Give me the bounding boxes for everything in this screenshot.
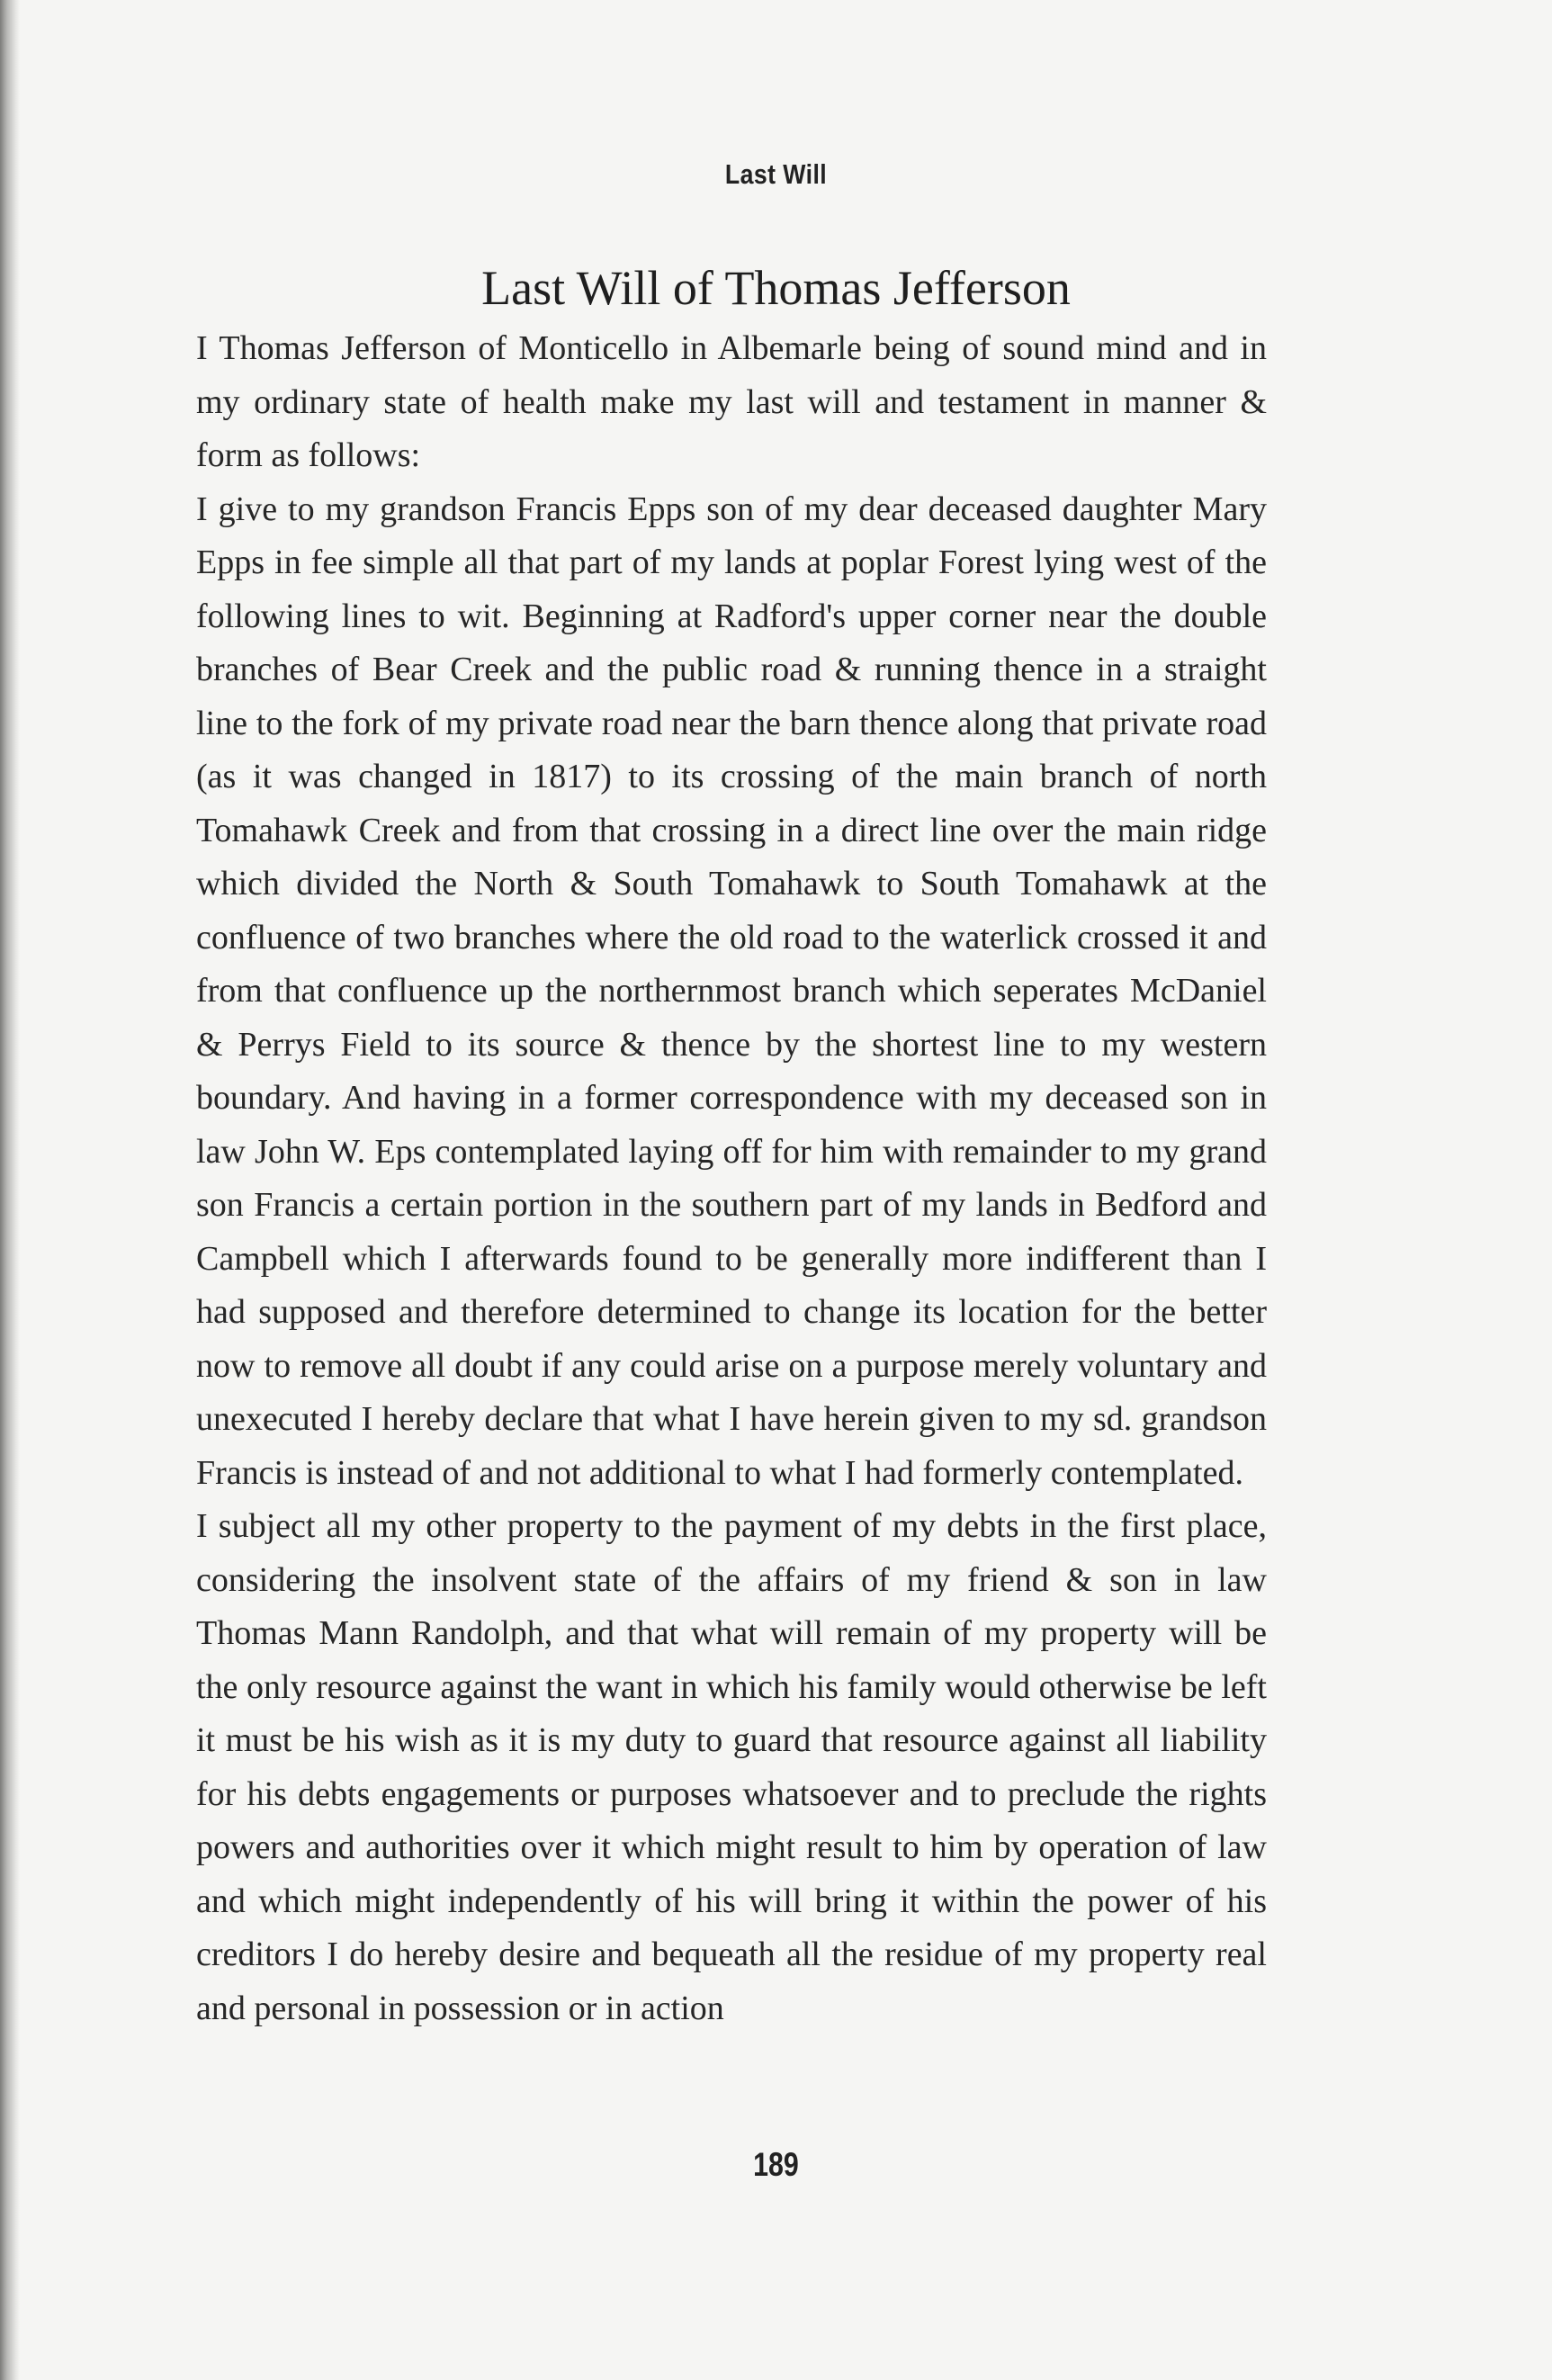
running-head: Last Will <box>724 158 828 190</box>
page-title: Last Will of Thomas Jefferson <box>481 261 1071 315</box>
paragraph: I give to my grandson Francis Epps son of my dear deceased daughter Mary Epps in fee simple all that part of my lands at poplar Forest lying west of the following lines to wit. Beginning at Radford's upper corner near the double branches of Bear Creek and the public road & running thence in a straight line to the fork of my private road near the barn thence along that private road (as it was changed in 1817) to its crossing of the main branch of north Tomahawk Creek and from that crossing in a direct line over the main ridge which divided the North & South Tomahawk to South Tomahawk at the confluence of two branches where the old road to the waterlick crossed it and from that confluence up the northernmost branch which seperates McDaniel & Perrys Field to its source & thence by the shortest line to my western boundary. And having in a former correspondence with my deceased son in law John W. Eps contemplated laying off for him with remainder to my grand son Francis a certain portion in the southern part of my lands in Bedford and Campbell which I afterwards found to be generally more indifferent than I had supposed and therefore determined to change its location for the better now to remove all doubt if any could arise on a purpose merely voluntary and unexecuted I hereby declare that what I have herein given to my sd. grandson Francis is instead of and not additional to what I had formerly contemplated. <box>196 489 1267 1492</box>
binding-shadow <box>0 0 20 2380</box>
body-text <box>196 322 1267 2035</box>
page-number: 189 <box>753 2146 799 2183</box>
paragraph: I Thomas Jefferson of Monticello in Albemarle being of sound mind and in my ordinary state of health make my last will and testament in manner & form as follows: <box>196 329 1267 474</box>
paragraph: I subject all my other property to the payment of my debts in the first place, considering the insolvent state of the affairs of my friend & son in law Thomas Mann Randolph, and that what will remain of my property will be the only resource against the want in which his family would otherwise be left it must be his wish as it is my duty to guard that resource against all liability for his debts engagements or purposes whatsoever and to preclude the rights powers and authorities over it which might result to him by operation of law and which might independently of his will bring it within the power of his creditors I do hereby desire and bequeath all the residue of my property real and personal in possession or in action <box>196 1507 1267 2027</box>
